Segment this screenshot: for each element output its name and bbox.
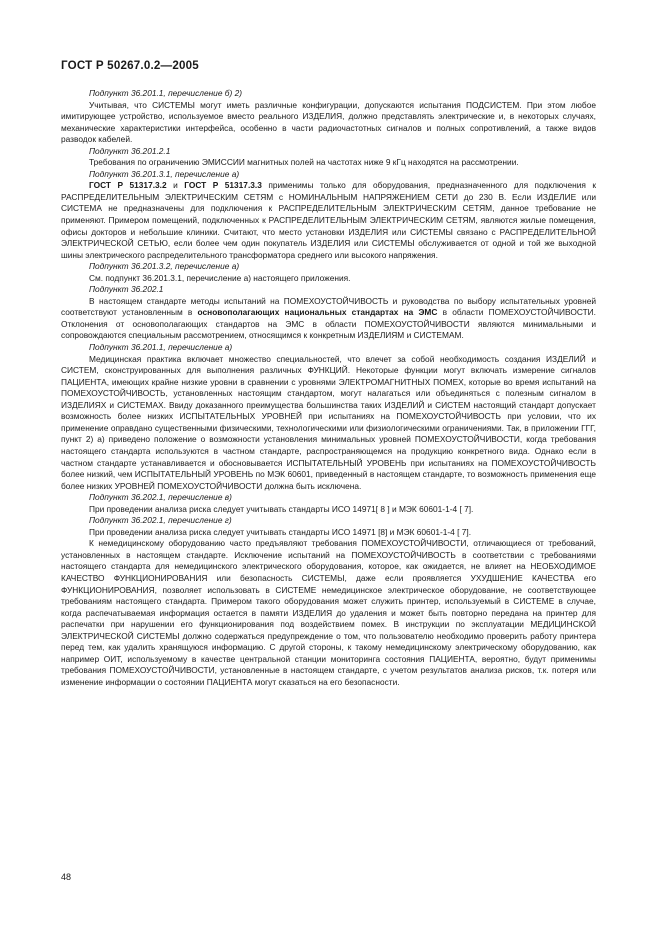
clause-reference: Подпункт 36.201.1, перечисление а) — [89, 342, 233, 353]
paragraph-text: в области ПОМЕХОУСТОЙЧИВОСТИ. Отклонения от основополагающих стандартов на ЭМС в области ПОМЕХОУСТОЙЧИВОСТИ являются минимальными и сопровождаются специальным рассмотрением, относящимся к конкретным ИЗДЕЛИЯМ и СИСТЕМАМ. — [61, 307, 596, 341]
paragraph: См. подпункт 36.201.3.1, перечисление а) настоящего приложения. — [89, 272, 351, 283]
clause-reference: Подпункт 36.202.1 — [89, 284, 164, 295]
paragraph: При проведении анализа риска следует учитывать стандарты ИСО 14971 [8] и МЭК 60601-1-4 [ 7]. — [89, 526, 472, 537]
standard-header: ГОСТ Р 50267.0.2—2005 — [61, 59, 199, 72]
clause-reference: Подпункт 36.201.2.1 — [89, 145, 171, 156]
page-number: 48 — [61, 872, 72, 882]
paragraph: Медицинская практика включает множество специальностей, что влечет за собой необходимость создания ИЗДЕЛИЙ и СИСТЕМ, сконструированных для выполнения различных ФУНКЦИЙ. Некоторые функции могут включать измерение сигналов ПАЦИЕНТА, имеющих крайне низкие уровни в сравнении с уровнями ЭЛЕКТРОМАГНИТНЫХ ПОМЕХ, которые во время испытаний на ПОМЕХОУСТОЙЧИВОСТЬ, установленных настоящим стандартом, могут налагаться или объединяться с полезным сигналом в ИЗДЕЛИЯХ и СИСТЕМАХ. Ввиду доказанного преимущества большинства таких ИЗДЕЛИЙ и СИСТЕМ настоящий стандарт допускает возможность более низких ИСПЫТАТЕЛЬНЫХ УРОВНЕЙ при испытаниях на ПОМЕХОУСТОЙЧИВОСТЬ при условии, что их применение оправдано существенными физическими, технологическими или физиологическими ограничениями. Так, в приложении ГГГ, пункт 2) а) приведено положение о возможности установления минимальных уровней ПОМЕХОУСТОЙЧИВОСТИ, когда требования настоящего стандарта используются в частном стандарте, распространяющемся на продукцию конкретного вида. Однако если в частном стандарте устанавливается и обосновывается ИСПЫТАТЕЛЬНЫЙ УРОВЕНЬ при испытаниях на ПОМЕХОУСТОЙЧИВОСТЬ более низкий, чем ИСПЫТАТЕЛЬНЫЙ УРОВЕНЬ по МЭК 60601, приведенный в настоящем стандарте, то возможность применения еще более низких УРОВНЕЙ ПОМЕХОУСТОЙЧИВОСТИ должна быть исключена. — [61, 353, 596, 491]
paragraph-text: В настоящем стандарте методы испытаний на ПОМЕХОУСТОЙЧИВОСТЬ и руководства по выбору испытательных уровней соответствуют установленным в — [61, 295, 596, 318]
paragraph: К немедицинскому оборудованию часто предъявляют требования ПОМЕХОУСТОЙЧИВОСТИ, отличающиеся от требований, установленных в настоящем стандарте. Исключение испытаний на ПОМЕХОУСТОЙЧИВОСТЬ в соответствии с требованиями настоящего стандарта для немедицинского электрического оборудования, которое, как ожидается, не влияет на НЕОБХОДИМОЕ КАЧЕСТВО ФУНКЦИОНИРОВАНИЯ или безопасность СИСТЕМЫ, даже если проявляется УХУДШЕНИЕ КАЧЕСТВА его ФУНКЦИОНИРОВАНИЯ, позволяет использовать в СИСТЕМЕ немедицинское электрическое оборудование, не соответствующее требованиям настоящего стандарта. Примером такого оборудования может служить принтер, используемый в СИСТЕМЕ в случае, когда распечатываемая информация остается в памяти ИЗДЕЛИЯ до удаления и может быть повторно передана на принтер для распечатки при нарушении его функционирования под воздействием помех. В инструкции по эксплуатации МЕДИЦИНСКОЙ ЭЛЕКТРИЧЕСКОЙ СИСТЕМЫ должно содержаться предупреждение о том, что пользователю необходимо проверить работу принтера перед тем, как удалить хранящуюся информацию. С другой стороны, к такому немедицинскому электрическому оборудованию, как например ОИТ, используемому в качестве центральной станции мониторинга состояния ПАЦИЕНТА, вероятно, будут применимы требования ПОМЕХОУСТОЙЧИВОСТИ, установленные в настоящем стандарте, с учетом результатов анализа рисков, т.к. потеря или изменение информации о состоянии ПАЦИЕНТА могут сказаться на его безопасности. — [61, 538, 596, 687]
paragraph — [61, 180, 596, 261]
bold-phrase: основополагающих национальных стандартах на ЭМС — [197, 307, 438, 318]
paragraph — [61, 296, 596, 342]
clause-reference: Подпункт 36.201.3.2, перечисление а) — [89, 261, 240, 272]
paragraph: Учитывая, что СИСТЕМЫ могут иметь различные конфигурации, допускаются испытания ПОДСИСТЕМ. При этом любое имитирующее устройство, используемое вместо реального ИЗДЕЛИЯ, должно представлять электрические и, в некоторых случаях, механические характеристики интерфейса, особенно в части радиочастотных сигналов и полных сопротивлений, а также видов разводок кабелей. — [61, 99, 596, 145]
paragraph-text: и — [166, 180, 185, 191]
paragraph-text: применимы только для оборудования, предназначенного для подключения к РАСПРЕДЕЛИТЕЛЬНЫМ ЭЛЕКТРИЧЕСКИМ СЕТЯМ с НОМИНАЛЬНЫМ НАПРЯЖЕНИЕМ СЕТИ до 230 В. Если ИЗДЕЛИЕ или СИСТЕМА не предназначены для подключения к РАСПРЕДЕЛИТЕЛЬНЫМ ЭЛЕКТРИЧЕСКИМ СЕТЯМ, данное требование не применяют. Примером помещений, подключенных к РАСПРЕДЕЛИТЕЛЬНЫМ ЭЛЕКТРИЧЕСКИМ СЕТЯМ, являются жилые помещения, офисы докторов и небольшие клиники. Считают, что место установки ИЗДЕЛИЯ или СИСТЕМЫ связано с РАСПРЕДЕЛИТЕЛЬНОЙ ЭЛЕКТРИЧЕСКОЙ СЕТЬЮ, если более чем один покупатель ИЗДЕЛИЯ или СИСТЕМЫ обслуживается от одной и той же выходной шины электрического распределительного трансформатора среднего или высокого напряжения. — [61, 180, 596, 260]
clause-reference: Подпункт 36.201.1, перечисление б) 2) — [89, 88, 242, 98]
standard-ref-bold: ГОСТ Р 51317.3.2 — [89, 180, 167, 191]
clause-reference: Подпункт 36.201.3.1, перечисление а) — [89, 168, 240, 179]
clause-reference: Подпункт 36.202.1, перечисление в) — [89, 492, 232, 503]
standard-ref-bold: ГОСТ Р 51317.3.3 — [184, 180, 262, 191]
document-body — [61, 88, 596, 688]
paragraph: Требования по ограничению ЭМИССИИ магнитных полей на частотах ниже 9 кГц находятся на рассмотрении. — [89, 157, 519, 168]
paragraph: При проведении анализа риска следует учитывать стандарты ИСО 14971[ 8 ] и МЭК 60601-1-4 [ 7]. — [89, 503, 474, 514]
clause-reference: Подпункт 36.202.1, перечисление г) — [89, 515, 232, 526]
